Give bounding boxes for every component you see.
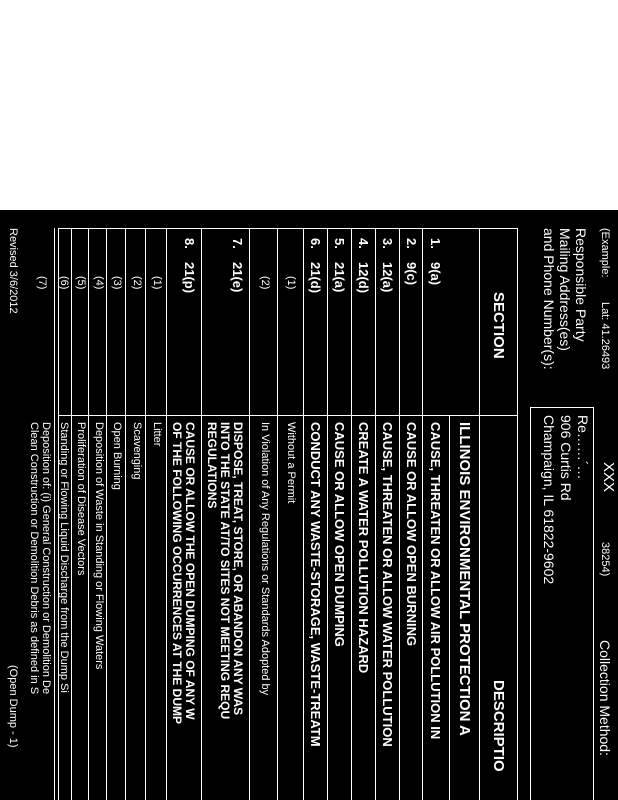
row-1-number: 1. bbox=[428, 238, 443, 249]
row-4-number: 4. bbox=[356, 238, 371, 249]
row-3-number: 3. bbox=[380, 238, 395, 249]
row-8b-section: (2) bbox=[131, 276, 143, 290]
row-divider bbox=[327, 228, 328, 800]
page-label: (Open Dump - 1) bbox=[7, 665, 19, 748]
row-divider bbox=[249, 228, 250, 800]
row-2-description: CAUSE OR ALLOW OPEN BURNING bbox=[404, 422, 419, 647]
row-divider bbox=[106, 228, 107, 800]
rotated-document bbox=[0, 210, 618, 800]
row-8d-section: (4) bbox=[93, 276, 105, 290]
row-6-number: 6. bbox=[308, 238, 323, 249]
row-3-description: CAUSE, THREATEN OR ALLOW WATER POLLUTION bbox=[380, 422, 395, 747]
row-8g-description-line-1: Deposition of: (i) General Construction or Demolition De bbox=[40, 422, 52, 695]
row-8-description-line-1: CAUSE OR ALLOW THE OPEN DUMPING OF ANY W bbox=[183, 422, 197, 720]
row-8g-section: (7) bbox=[36, 276, 48, 290]
row-divider bbox=[54, 228, 55, 800]
row-divider bbox=[375, 228, 376, 800]
scanned-page bbox=[0, 210, 618, 800]
row-8-section: 21(p) bbox=[182, 262, 197, 294]
row-3-section: 12(a) bbox=[380, 262, 395, 293]
row-7-description-line-3: REGULATIONS bbox=[205, 422, 219, 509]
mailing-address-label: Mailing Address(es) bbox=[557, 228, 573, 351]
row-4-description: CREATE A WATER POLLUTION HAZARD bbox=[356, 422, 371, 674]
example-prefix: (Example: bbox=[599, 228, 611, 278]
row-2-number: 2. bbox=[404, 238, 419, 249]
row-4-section: 12(d) bbox=[356, 262, 371, 294]
row-8f-description: Standing or Flowing Liquid Discharge from the Dump Si bbox=[58, 422, 70, 693]
row-divider bbox=[277, 228, 278, 800]
row-8g-description-line-2: Clean Construction or Demolition Debris as defined in S bbox=[28, 422, 40, 695]
row-8b-description: Scavenging bbox=[131, 422, 143, 480]
responsible-party-label: Responsible Party bbox=[573, 228, 589, 342]
row-divider bbox=[71, 228, 72, 800]
row-divider bbox=[351, 228, 352, 800]
row-8a-section: (1) bbox=[151, 276, 163, 290]
row-divider bbox=[303, 228, 304, 800]
title-row-divider bbox=[449, 415, 450, 800]
header-row-divider bbox=[479, 228, 480, 800]
row-6-description: CONDUCT ANY WASTE-STORAGE, WASTE-TREATM bbox=[308, 422, 323, 747]
row-5-description: CAUSE OR ALLOW OPEN DUMPING bbox=[332, 422, 347, 647]
example-longitude: 38254) bbox=[599, 542, 611, 577]
row-divider bbox=[145, 228, 146, 800]
row-divider bbox=[422, 228, 423, 800]
row-6a-section: (1) bbox=[285, 276, 297, 290]
row-divider bbox=[399, 228, 400, 800]
row-8-number: 8. bbox=[182, 238, 197, 249]
row-8-description-line-2: OF THE FOLLOWING OCCURRENCES AT THE DUMP bbox=[170, 422, 184, 724]
row-8e-section: (5) bbox=[75, 276, 87, 290]
row-8f-section: (6) bbox=[58, 276, 70, 290]
agency-title: ILLINOIS ENVIRONMENTAL PROTECTION A bbox=[456, 422, 473, 736]
example-middle: XXX bbox=[600, 462, 617, 493]
row-1-section: 9(a) bbox=[428, 262, 443, 286]
row-7-description-line-2: INTO THE STATE AT/TO SITES NOT MEETING REQU bbox=[218, 422, 232, 720]
row-6b-description: In Violation of Any Regulations or Standards Adopted by bbox=[259, 422, 271, 696]
collection-method-label: Collection Method: bbox=[597, 640, 613, 756]
party-name: Re……´… bbox=[575, 415, 591, 480]
row-6a-description: Without a Permit bbox=[285, 422, 297, 504]
row-5-section: 21(a) bbox=[332, 262, 347, 293]
description-column-header: DESCRIPTIO bbox=[490, 680, 507, 772]
row-8e-description: Proliferation of Disease Vectors bbox=[75, 422, 87, 576]
revised-date: Revised 3/6/2012 bbox=[7, 228, 19, 314]
row-divider bbox=[201, 228, 202, 800]
row-6b-section: (2) bbox=[259, 276, 271, 290]
row-7-section: 21(e) bbox=[230, 262, 245, 293]
row-7-description-line-1: DISPOSE, TREAT, STORE, OR ABANDON ANY WAS bbox=[231, 422, 245, 716]
row-2-section: 9(c) bbox=[404, 262, 419, 286]
address-line-1: 906 Curtis Rd bbox=[558, 415, 574, 501]
row-8a-description: Litter bbox=[151, 422, 163, 447]
row-8c-description: Open Burning bbox=[111, 422, 123, 490]
phone-number-label: and Phone Number(s): bbox=[541, 228, 557, 370]
address-line-2: Champaign, IL 61822-9602 bbox=[541, 415, 557, 585]
example-latitude: Lat: 41.26493 bbox=[599, 302, 611, 370]
row-6-section: 21(d) bbox=[308, 262, 323, 294]
row-divider bbox=[88, 228, 89, 800]
row-8d-description: Deposition of Waste in Standing or Flowing Waters bbox=[93, 422, 105, 670]
row-1-description: CAUSE, THREATEN OR ALLOW AIR POLLUTION IN bbox=[428, 422, 443, 740]
row-divider bbox=[125, 228, 126, 800]
section-column-header: SECTION bbox=[490, 292, 507, 359]
row-8c-section: (3) bbox=[111, 276, 123, 290]
row-divider bbox=[166, 228, 167, 800]
row-5-number: 5. bbox=[332, 238, 347, 249]
row-7-number: 7. bbox=[230, 238, 245, 249]
